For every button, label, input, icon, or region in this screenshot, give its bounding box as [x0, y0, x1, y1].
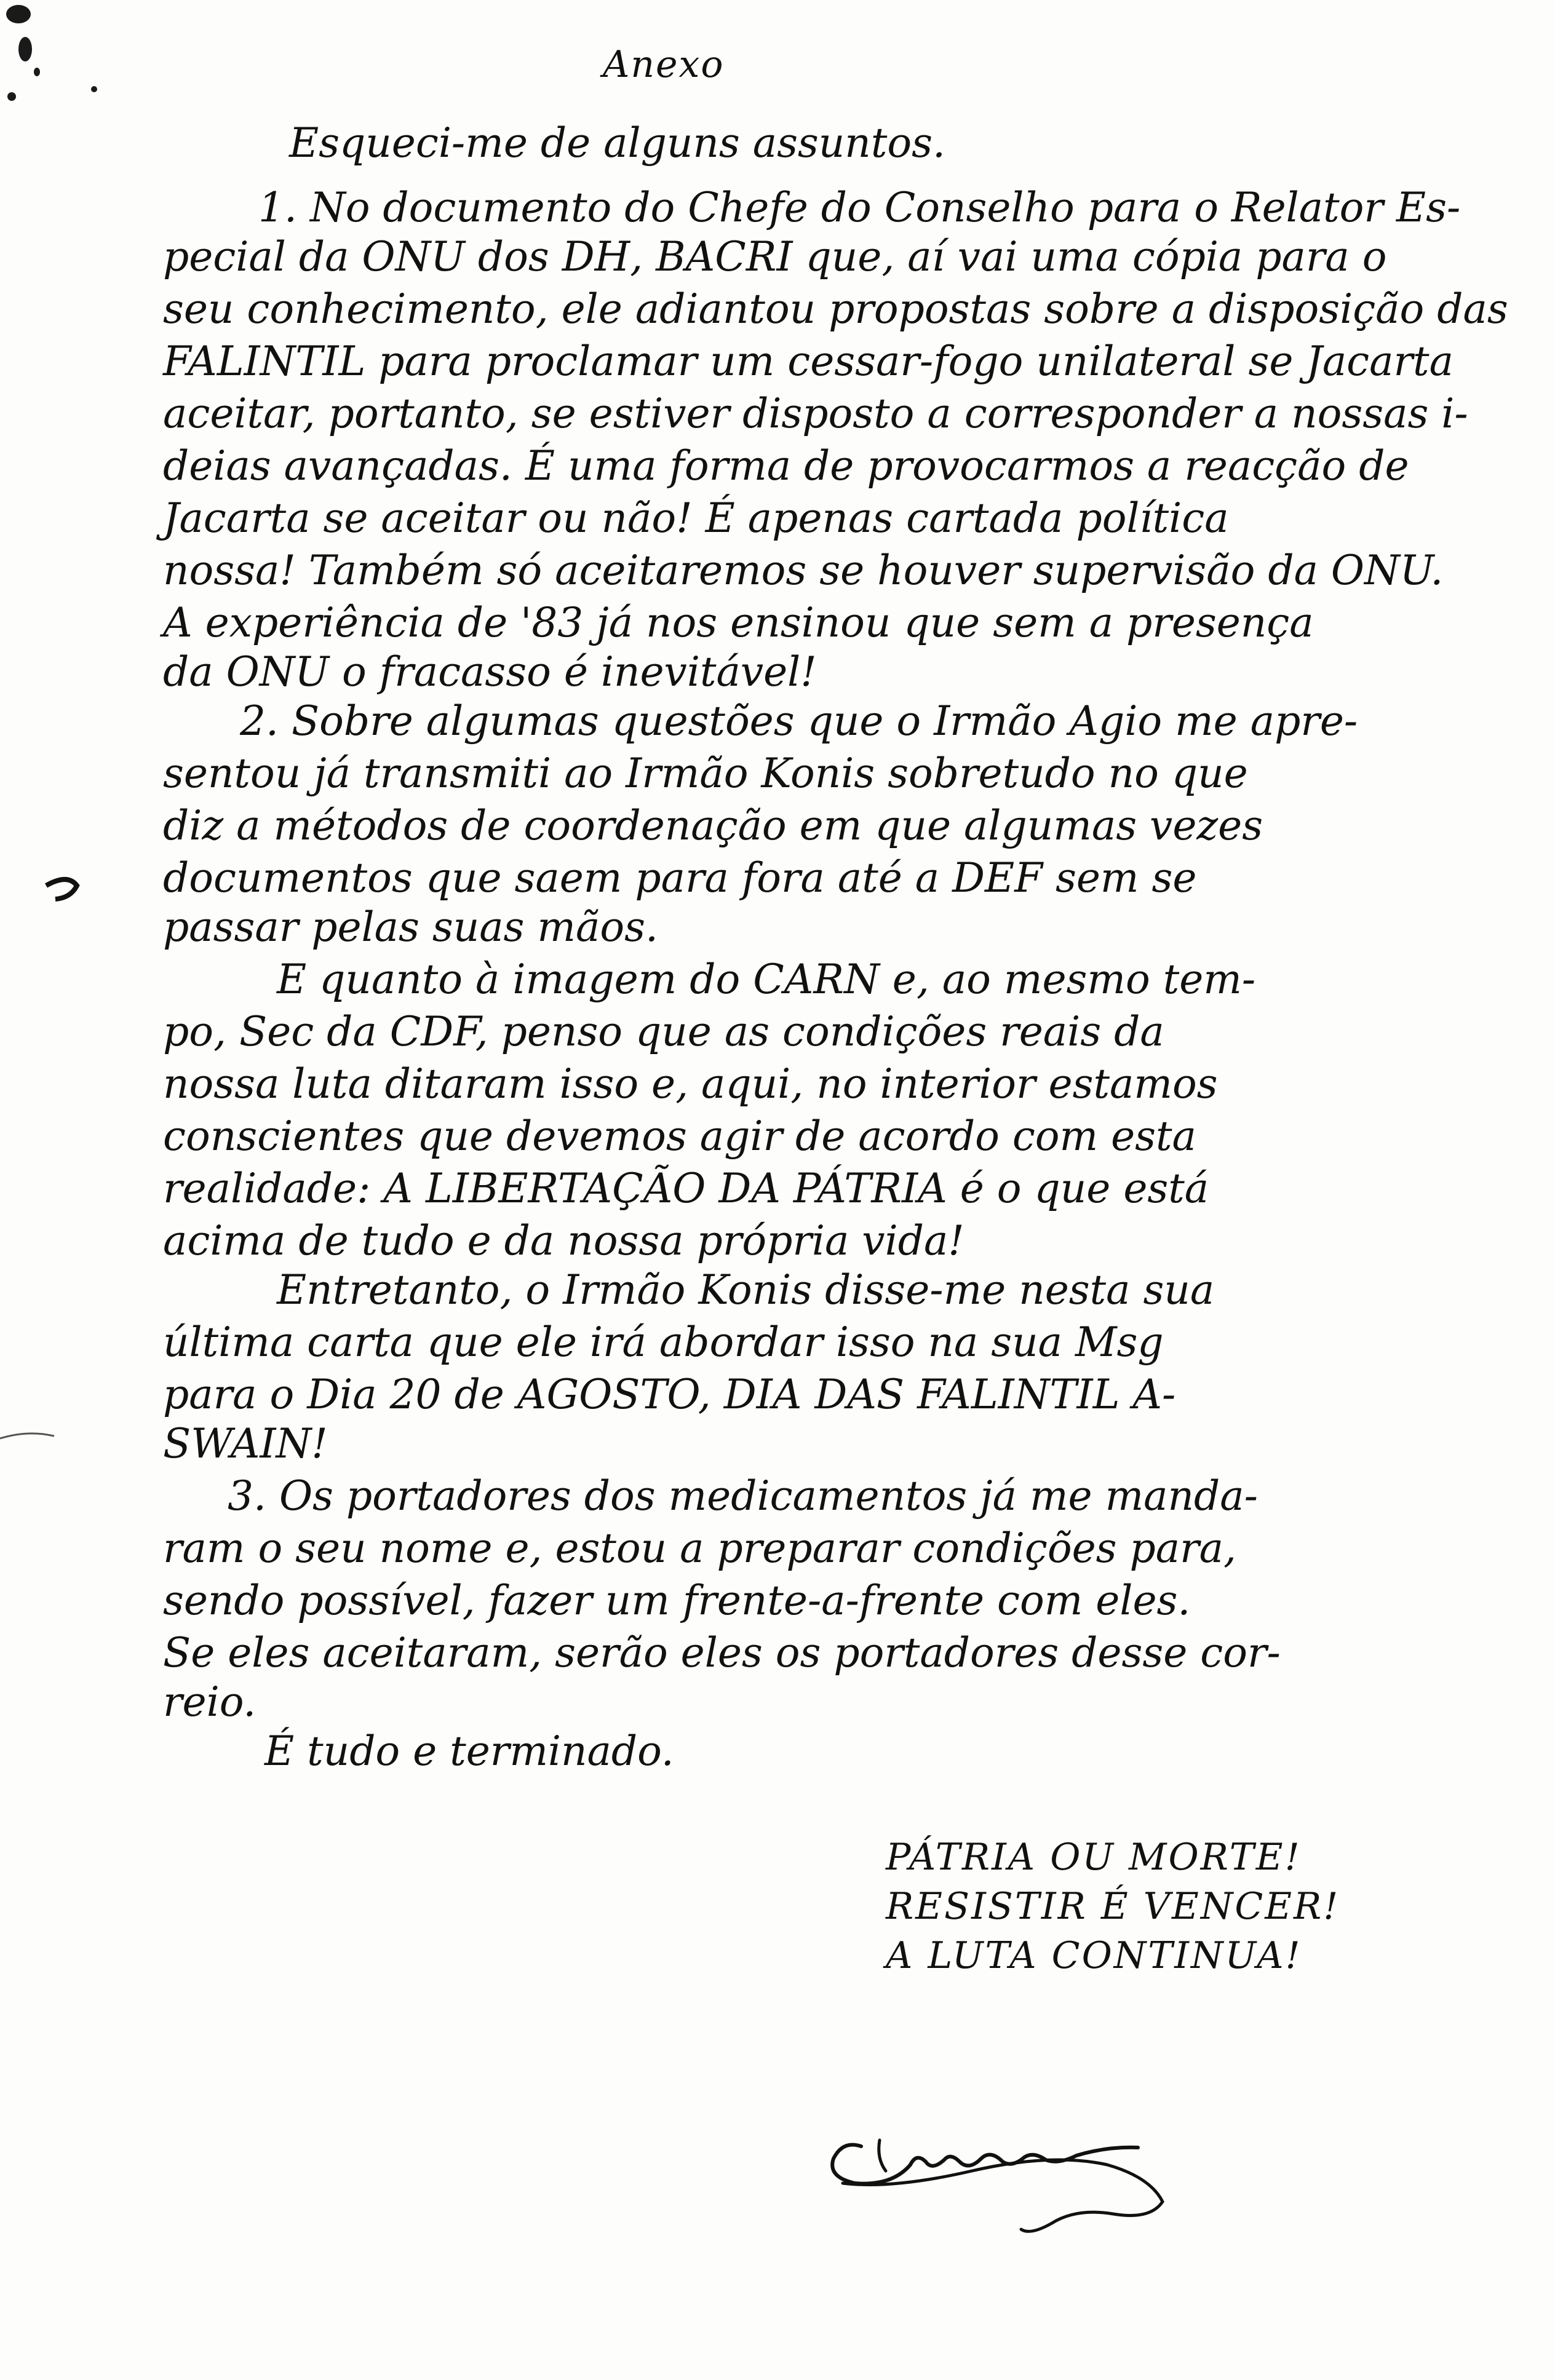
margin-mark: [43, 867, 86, 904]
text-line: seu conhecimento, ele adiantou propostas sobre a disposição das: [163, 285, 1508, 333]
text-line: passar pelas suas mãos.: [163, 903, 658, 951]
text-line: sendo possível, fazer um frente-a-frente com eles.: [163, 1577, 1191, 1624]
text-line: Entretanto, o Irmão Konis disse-me nesta sua: [277, 1266, 1215, 1314]
text-line: 3. Os portadores dos medicamentos já me manda-: [228, 1472, 1258, 1520]
text-line: realidade: A LIBERTAÇÃO DA PÁTRIA é o que está: [163, 1165, 1209, 1212]
text-line: acima de tudo e da nossa própria vida!: [163, 1217, 964, 1264]
text-line: da ONU o fracasso é inevitável!: [163, 648, 817, 696]
text-line: FALINTIL para proclamar um cessar-fogo unilateral se Jacarta: [163, 338, 1454, 385]
text-line: nossa! Também só aceitaremos se houver supervisão da ONU.: [163, 547, 1444, 594]
text-line: sentou já transmiti ao Irmão Konis sobretudo no que: [163, 750, 1248, 797]
scan-speck: [34, 68, 40, 76]
text-line: A experiência de '83 já nos ensinou que sem a presença: [163, 599, 1314, 646]
text-line: SWAIN!: [163, 1420, 328, 1467]
text-line: É tudo e terminado.: [264, 1727, 674, 1775]
signature-image: [818, 2103, 1175, 2239]
text-line: E quanto à imagem do CARN e, ao mesmo tem-: [277, 956, 1256, 1003]
text-line: ram o seu nome e, estou a preparar condições para,: [163, 1525, 1237, 1572]
scan-speck: [7, 92, 16, 101]
scan-speck: [91, 86, 97, 92]
text-line: Esqueci-me de alguns assuntos.: [289, 119, 945, 167]
margin-mark: [0, 1430, 55, 1442]
closing-line: PÁTRIA OU MORTE!: [886, 1836, 1302, 1879]
text-line: 1. No documento do Chefe do Conselho para o Relator Es-: [258, 184, 1461, 231]
text-line: última carta que ele irá abordar isso na sua Msg: [163, 1319, 1164, 1366]
text-line: 2. Sobre algumas questões que o Irmão Agio me apre-: [240, 697, 1358, 745]
closing-line: A LUTA CONTINUA!: [886, 1934, 1302, 1977]
text-line: pecial da ONU dos DH, BACRI que, aí vai uma cópia para o: [163, 233, 1387, 280]
scan-speck: [6, 5, 31, 23]
text-line: po, Sec da CDF, penso que as condições reais da: [163, 1008, 1164, 1055]
document-title: Anexo: [603, 43, 725, 86]
text-line: nossa luta ditaram isso e, aqui, no interior estamos: [163, 1060, 1218, 1108]
closing-line: RESISTIR É VENCER!: [886, 1885, 1340, 1928]
text-line: documentos que saem para fora até a DEF sem se: [163, 854, 1197, 902]
text-line: diz a métodos de coordenação em que algumas vezes: [163, 802, 1263, 849]
text-line: reio.: [163, 1678, 257, 1726]
text-line: Jacarta se aceitar ou não! É apenas cartada política: [163, 494, 1229, 542]
text-line: deias avançadas. É uma forma de provocarmos a reacção de: [163, 442, 1409, 490]
text-line: para o Dia 20 de AGOSTO, DIA DAS FALINTIL A-: [163, 1371, 1176, 1418]
scan-speck: [18, 37, 32, 61]
text-line: Se eles aceitaram, serão eles os portadores desse cor-: [163, 1629, 1281, 1676]
text-line: aceitar, portanto, se estiver disposto a corresponder a nossas i-: [163, 390, 1468, 437]
text-line: conscientes que devemos agir de acordo com esta: [163, 1113, 1196, 1160]
